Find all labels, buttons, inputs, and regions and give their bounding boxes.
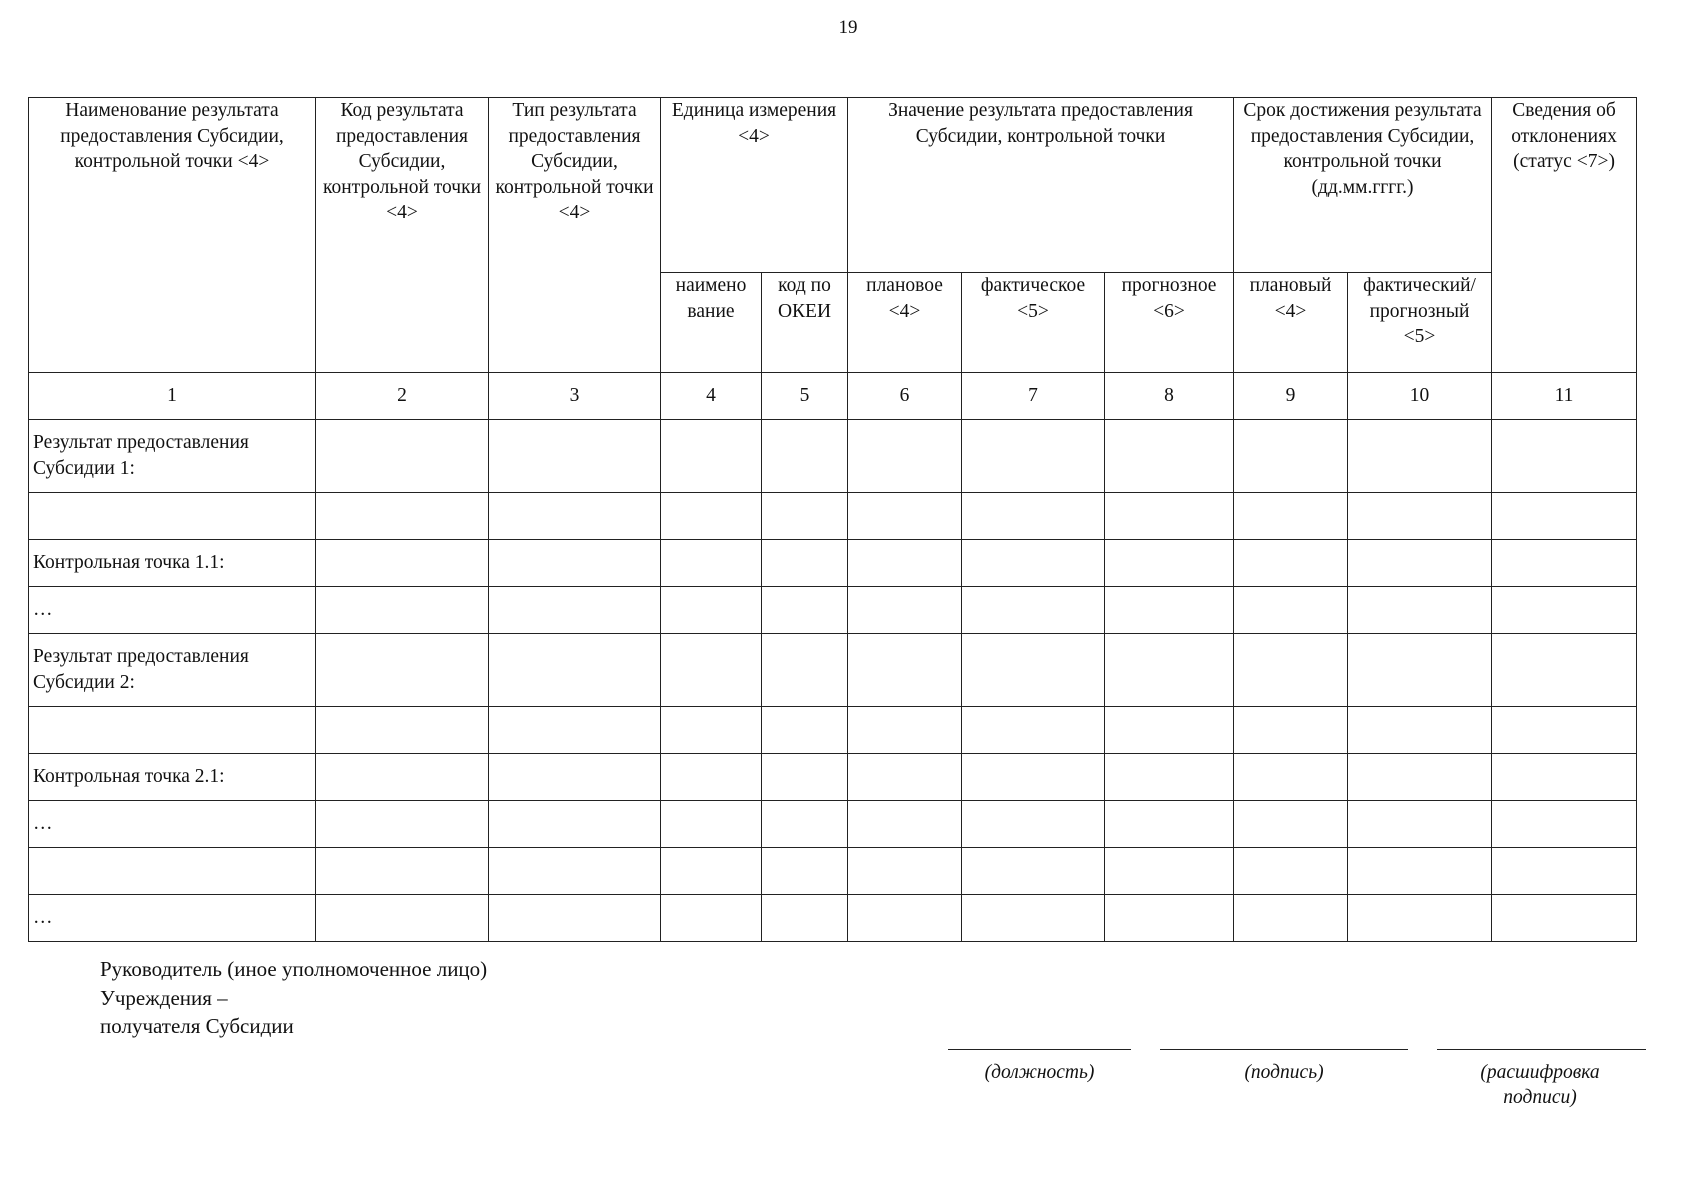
table-cell: [1105, 707, 1234, 754]
signature-caption: (подпись): [1244, 1062, 1324, 1083]
table-cell: [762, 587, 848, 634]
table-cell: [316, 420, 489, 493]
page-number: 19: [838, 17, 858, 38]
table-cell: [1234, 707, 1348, 754]
column-numbers-row: [29, 373, 1637, 420]
table-cell: [1492, 848, 1637, 895]
header-value-forecast: прогнозное <6>: [1105, 273, 1234, 373]
table-cell: [1492, 587, 1637, 634]
table-cell: [962, 493, 1105, 540]
table-cell: [1348, 540, 1492, 587]
row-label: …: [29, 801, 316, 848]
table-cell: [1105, 587, 1234, 634]
table-cell: [962, 634, 1105, 707]
table-cell: [316, 754, 489, 801]
table-body: [29, 420, 1637, 942]
header-result-name: Наименование результата предоставления Субсидии, контрольной точки <4>: [29, 98, 316, 373]
table-cell: [1234, 801, 1348, 848]
table-cell: [848, 848, 962, 895]
table-cell: [1492, 420, 1637, 493]
table-cell: [962, 540, 1105, 587]
table-cell: [762, 848, 848, 895]
table-cell: [848, 634, 962, 707]
table-cell: [489, 420, 661, 493]
table-cell: [848, 540, 962, 587]
table-cell: [848, 895, 962, 942]
table-cell: [1492, 540, 1637, 587]
signature-title-line-1: Руководитель (иное уполномоченное лицо): [100, 957, 488, 981]
table-cell: [489, 707, 661, 754]
table-cell: [1234, 587, 1348, 634]
table-cell: [1234, 754, 1348, 801]
table-cell: [316, 493, 489, 540]
table-cell: [762, 707, 848, 754]
table-cell: [316, 848, 489, 895]
results-table: [28, 97, 1637, 942]
table-cell: [489, 587, 661, 634]
table-row: [29, 634, 1637, 707]
table-cell: [762, 895, 848, 942]
table-cell: [1105, 754, 1234, 801]
table-row: [29, 420, 1637, 493]
table-cell: [762, 493, 848, 540]
table-cell: [661, 493, 762, 540]
column-number: 1: [29, 373, 316, 420]
table-cell: [1492, 493, 1637, 540]
column-number: 10: [1348, 373, 1492, 420]
table-cell: [316, 634, 489, 707]
table-cell: [962, 420, 1105, 493]
table-cell: [762, 420, 848, 493]
table-row: [29, 587, 1637, 634]
signature-title-line-3: получателя Субсидии: [100, 1014, 294, 1038]
table-cell: [489, 754, 661, 801]
table-cell: [1492, 895, 1637, 942]
row-label: Контрольная точка 2.1:: [29, 754, 316, 801]
table-cell: [489, 895, 661, 942]
table-cell: [661, 634, 762, 707]
table-cell: [762, 754, 848, 801]
table-cell: [848, 801, 962, 848]
table-cell: [848, 587, 962, 634]
table-cell: [661, 848, 762, 895]
row-label: [29, 493, 316, 540]
table-cell: [848, 493, 962, 540]
header-term-planned: плановый <4>: [1234, 273, 1348, 373]
table-cell: [489, 493, 661, 540]
signature-block: [100, 955, 487, 1041]
table-cell: [1105, 848, 1234, 895]
table-cell: [762, 801, 848, 848]
header-row-top: [29, 98, 1637, 273]
table-cell: [1105, 895, 1234, 942]
table-cell: [1234, 420, 1348, 493]
table-cell: [661, 587, 762, 634]
table-cell: [848, 420, 962, 493]
table-cell: [1348, 587, 1492, 634]
table-cell: [1105, 493, 1234, 540]
table-cell: [962, 707, 1105, 754]
table-cell: [1234, 493, 1348, 540]
header-unit-group: Единица измерения <4>: [661, 98, 848, 273]
table-cell: [661, 895, 762, 942]
table-cell: [316, 707, 489, 754]
table-cell: [1348, 707, 1492, 754]
table-row: [29, 895, 1637, 942]
table-cell: [962, 895, 1105, 942]
header-term-actual: фактический/ прогнозный <5>: [1348, 273, 1492, 373]
table-cell: [1105, 634, 1234, 707]
header-deviation-status: Сведения об отклонениях (статус <7>): [1492, 98, 1637, 373]
table-cell: [1234, 848, 1348, 895]
table-cell: [661, 707, 762, 754]
table-cell: [962, 587, 1105, 634]
table-cell: [489, 848, 661, 895]
table-cell: [489, 801, 661, 848]
table-cell: [1348, 801, 1492, 848]
table-cell: [1492, 707, 1637, 754]
table-cell: [962, 801, 1105, 848]
row-label: Контрольная точка 1.1:: [29, 540, 316, 587]
table-cell: [962, 848, 1105, 895]
column-number: 3: [489, 373, 661, 420]
column-number: 2: [316, 373, 489, 420]
table-cell: [1348, 634, 1492, 707]
header-term-group: Срок достижения результата предоставления Субсидии, контрольной точки (дд.мм.гггг.): [1234, 98, 1492, 273]
table-cell: [661, 754, 762, 801]
table-cell: [1492, 634, 1637, 707]
table-row: [29, 493, 1637, 540]
table-cell: [762, 540, 848, 587]
header-result-code: Код результата предоставления Субсидии, контрольной точки <4>: [316, 98, 489, 373]
table-cell: [316, 895, 489, 942]
row-label: …: [29, 587, 316, 634]
table-cell: [661, 540, 762, 587]
table-row: [29, 540, 1637, 587]
row-label: Результат предоставления Субсидии 1:: [29, 420, 316, 493]
row-label: …: [29, 895, 316, 942]
table-cell: [1234, 895, 1348, 942]
header-value-group: Значение результата предоставления Субсидии, контрольной точки: [848, 98, 1234, 273]
table-row: [29, 754, 1637, 801]
table-cell: [1105, 801, 1234, 848]
row-label: [29, 848, 316, 895]
header-result-type: Тип результата предоставления Субсидии, контрольной точки <4>: [489, 98, 661, 373]
table-cell: [661, 801, 762, 848]
decoding-line: [1437, 1049, 1646, 1050]
table-cell: [762, 634, 848, 707]
signature-line: [1160, 1049, 1408, 1050]
table-cell: [1105, 540, 1234, 587]
table-row: [29, 707, 1637, 754]
table-cell: [1348, 493, 1492, 540]
table-cell: [962, 754, 1105, 801]
table-cell: [1492, 801, 1637, 848]
row-label: Результат предоставления Субсидии 2:: [29, 634, 316, 707]
table-cell: [848, 707, 962, 754]
table-row: [29, 801, 1637, 848]
table-cell: [489, 540, 661, 587]
column-number: 7: [962, 373, 1105, 420]
table-cell: [1348, 895, 1492, 942]
column-number: 11: [1492, 373, 1637, 420]
column-number: 9: [1234, 373, 1348, 420]
header-value-actual: фактическое <5>: [962, 273, 1105, 373]
column-number: 4: [661, 373, 762, 420]
table-cell: [489, 634, 661, 707]
table-cell: [661, 420, 762, 493]
row-label: [29, 707, 316, 754]
header-value-planned: плановое <4>: [848, 273, 962, 373]
table-cell: [1348, 848, 1492, 895]
position-line: [948, 1049, 1131, 1050]
table-cell: [1105, 420, 1234, 493]
header-unit-name: наимено вание: [661, 273, 762, 373]
table-cell: [1348, 420, 1492, 493]
table-row: [29, 848, 1637, 895]
table-cell: [316, 587, 489, 634]
column-number: 8: [1105, 373, 1234, 420]
table-cell: [1234, 540, 1348, 587]
signature-title-line-2: Учреждения –: [100, 985, 228, 1010]
position-caption: (должность): [984, 1062, 1095, 1083]
header-unit-okei: код по ОКЕИ: [762, 273, 848, 373]
decoding-caption: (расшифровка подписи): [1480, 1062, 1600, 1108]
column-number: 5: [762, 373, 848, 420]
table-cell: [1234, 634, 1348, 707]
table-cell: [1492, 754, 1637, 801]
table-cell: [316, 540, 489, 587]
table-cell: [848, 754, 962, 801]
column-number: 6: [848, 373, 962, 420]
table-cell: [316, 801, 489, 848]
table-cell: [1348, 754, 1492, 801]
